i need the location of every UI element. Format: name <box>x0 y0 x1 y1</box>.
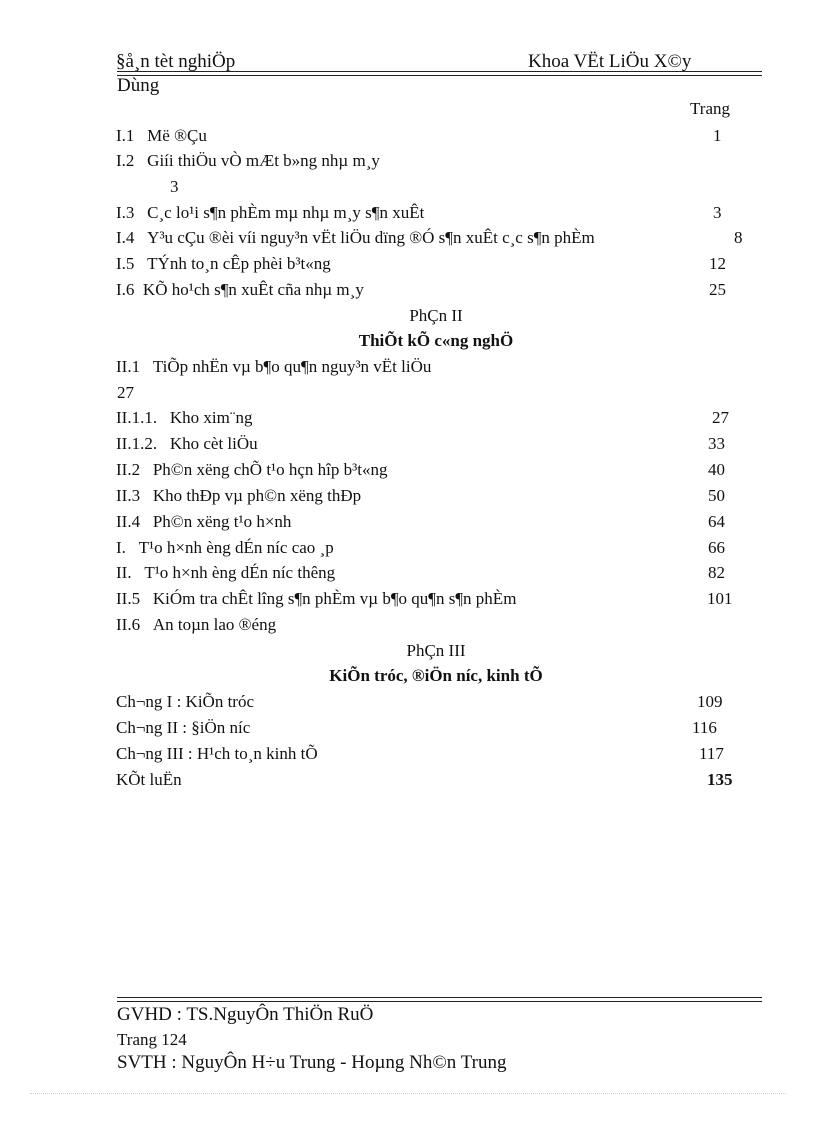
toc-row <box>116 357 756 381</box>
part2-heading: PhÇn II <box>409 306 463 325</box>
toc-row-label: KÕt luËn <box>116 770 182 789</box>
toc-row-label: I.3 C¸c lo¹i s¶n phÈm mµ nhµ m¸y s¶n xuÊt <box>116 203 425 222</box>
header-continuation: Dùng <box>117 75 160 96</box>
header-right-title: Khoa VËt LiÖu X©y <box>528 51 692 72</box>
toc-row-label: II.1.2. Kho cèt liÖu <box>116 434 258 453</box>
toc-row-page: 40 <box>708 460 725 479</box>
toc-row-page: 27 <box>712 408 729 427</box>
part3-heading: PhÇn III <box>406 641 466 660</box>
toc-row <box>116 126 756 150</box>
toc-row <box>116 563 756 587</box>
toc-row-page: 1 <box>713 126 722 145</box>
toc-row-label: I.2 Giíi thiÖu vÒ mÆt b»ng nhµ m¸y <box>116 151 380 170</box>
toc-row-page: 33 <box>708 434 725 453</box>
toc-row-page: 8 <box>734 228 743 247</box>
toc-row-label: II. T¹o h×nh èng dÉn níc thêng <box>116 563 336 582</box>
footer-page-number: Trang 124 <box>117 1030 187 1049</box>
page-bottom-divider <box>30 1093 786 1094</box>
toc-row-label: II.4 Ph©n xëng t¹o h×nh <box>116 512 292 531</box>
toc-row-page: 109 <box>697 692 723 711</box>
toc-row-page: 82 <box>708 563 725 582</box>
header-rule <box>117 71 762 76</box>
toc-row-label: I.1 Më ®Çu <box>116 126 207 145</box>
toc-row-label: Ch¬ng I : KiÕn tróc <box>116 692 255 711</box>
toc-row-page: 25 <box>709 280 726 299</box>
footer-supervisor: GVHD : TS.NguyÔn ThiÖn RuÖ <box>117 1004 374 1025</box>
toc-row-page: 116 <box>692 718 717 737</box>
toc-row-page: 64 <box>708 512 725 531</box>
toc-row-page: 50 <box>708 486 725 505</box>
toc-row-page: 3 <box>713 203 722 222</box>
toc-row <box>116 408 756 432</box>
page-column-label: Trang <box>690 99 730 118</box>
toc-row <box>116 589 756 613</box>
toc-row <box>116 615 756 639</box>
footer-students: SVTH : NguyÔn H÷u Trung - Hoµng Nh©n Trung <box>117 1052 507 1073</box>
toc-row-label: II.6 An toµn lao ®éng <box>116 615 277 634</box>
toc-row <box>116 692 756 716</box>
toc-row-label: II.1 TiÕp nhËn vµ b¶o qu¶n nguy³n vËt liÖu <box>116 357 432 376</box>
toc-row-page: 135 <box>707 770 733 789</box>
toc-row <box>116 486 756 510</box>
toc-row-page: 117 <box>699 744 724 763</box>
part2-title: ThiÕt kÕ c«ng nghÖ <box>358 331 514 350</box>
toc-row <box>116 254 756 278</box>
toc-row-label: I.5 TÝnh to¸n cÊp phèi b³t«ng <box>116 254 331 273</box>
toc-row <box>116 280 756 304</box>
toc-row <box>116 460 756 484</box>
toc-row-label: II.1.1. Kho xim¨ng <box>116 408 253 427</box>
part3-title: KiÕn tróc, ®iÖn níc, kinh tÕ <box>329 666 543 685</box>
toc-row-page: 66 <box>708 538 725 557</box>
toc-row-page-wrapped: 27 <box>117 383 134 402</box>
toc-row <box>116 512 756 536</box>
toc-row <box>116 203 756 227</box>
header-left-title: §å¸n tèt nghiÖp <box>116 51 236 72</box>
toc-row-label: Ch¬ng II : §iÖn níc <box>116 718 251 737</box>
toc-row <box>116 151 756 175</box>
toc-row <box>116 744 756 768</box>
toc-row <box>116 434 756 458</box>
toc-row-label: I.6 KÕ ho¹ch s¶n xuÊt cña nhµ m¸y <box>116 280 364 299</box>
toc-row-page: 101 <box>707 589 733 608</box>
toc-row-label: Ch¬ng III : H¹ch to¸n kinh tÕ <box>116 744 318 763</box>
toc-row <box>116 228 756 252</box>
toc-row-label: II.5 KiÓm tra chÊt lîng s¶n phÈm vµ b¶o qu¶n s¶n phÈm <box>116 589 517 608</box>
toc-row <box>116 718 756 742</box>
toc-row <box>116 770 756 794</box>
toc-row-page-wrapped: 3 <box>170 177 179 196</box>
toc-row-page: 12 <box>709 254 726 273</box>
toc-row-label: II.2 Ph©n xëng chÕ t¹o hçn hîp b³t«ng <box>116 460 388 479</box>
toc-row-label: I.4 Y³u cÇu ®èi víi nguy³n vËt liÖu dïng ®Ó s¶n xuÊt c¸c s¶n phÈm <box>116 228 595 247</box>
toc-row-label: II.3 Kho thÐp vµ ph©n xëng thÐp <box>116 486 362 505</box>
toc-row-label: I. T¹o h×nh èng dÉn níc cao ¸p <box>116 538 334 557</box>
footer-rule <box>117 997 762 1002</box>
toc-row <box>116 538 756 562</box>
